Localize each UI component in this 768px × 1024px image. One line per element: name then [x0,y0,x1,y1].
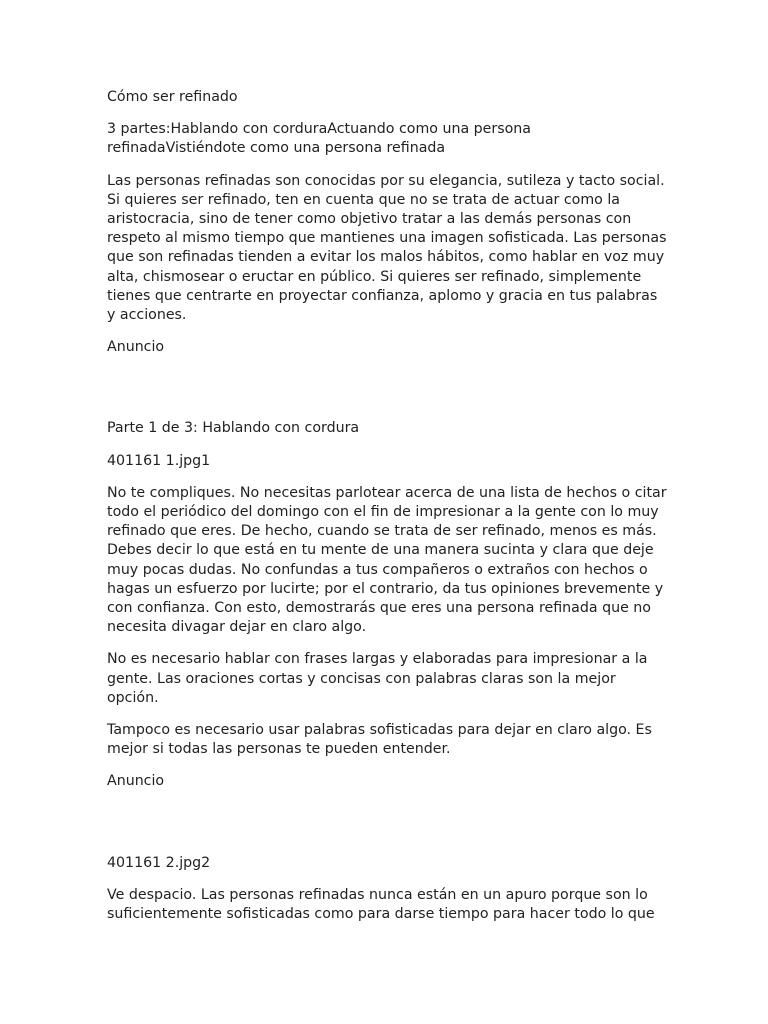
part-heading: Parte 1 de 3: Hablando con cordura [107,420,360,437]
ad-space [107,370,667,419]
parts-summary: 3 partes:Hablando con corduraActuando como una persona refinadaVistiéndote como una persona refinada [107,121,531,157]
image-caption: 401161 1.jpg1 [107,452,211,469]
tip-paragraph: No es necesario hablar con frases largas y elaboradas para impresionar a la gente. Las oraciones cortas y concisas con palabras claras son la mejor opción. [107,651,648,706]
step-paragraph: Ve despacio. Las personas refinadas nunca están en un apuro porque son lo suficientemente sofisticadas como para darse tiempo para hacer todo lo que [107,886,655,923]
step-paragraph: No te compliques. No necesitas parlotear acerca de una lista de hechos o citar todo el periódico del domingo con el fin de impresionar a la gente con lo muy refinado que eres. De hecho, cuando se trata de ser refinado, menos es más. Debes decir lo que está en tu mente de una manera sucinta y clara que deje muy pocas dudas. No confundas a tus compañeros o extraños con hechos o hagas un esfuerzo por lucirte; por el contrario, da tus opiniones brevemente y con confianza. Con esto, demostrarás que eres una persona refinada que no necesita divagar dejar en claro algo. [107,484,667,636]
intro-paragraph: Las personas refinadas son conocidas por su elegancia, sutileza y tacto social. Si quieres ser refinado, ten en cuenta que no se trata de actuar como la aristocracia, sino de tener como objetivo tratar a las demás personas con respeto al mismo tiempo que mantienes una imagen sofisticada. Las personas que son refinadas tienden a evitar los malos hábitos, como hablar en voz muy alta, chismosear o eructar en público. Si quieres ser refinado, simplemente tienes que centrarte en proyectar confianza, aplomo y gracia en tus palabras y acciones. [107,172,667,324]
ad-space [107,805,667,854]
tip-paragraph: Tampoco es necesario usar palabras sofisticadas para dejar en claro algo. Es mejor si todas las personas te pueden entender. [107,722,652,758]
ad-label: Anuncio [107,339,165,356]
page-title: Cómo ser refinado [107,89,238,105]
document-page [107,88,667,937]
ad-label: Anuncio [107,773,165,790]
image-caption: 401161 2.jpg2 [107,854,211,871]
